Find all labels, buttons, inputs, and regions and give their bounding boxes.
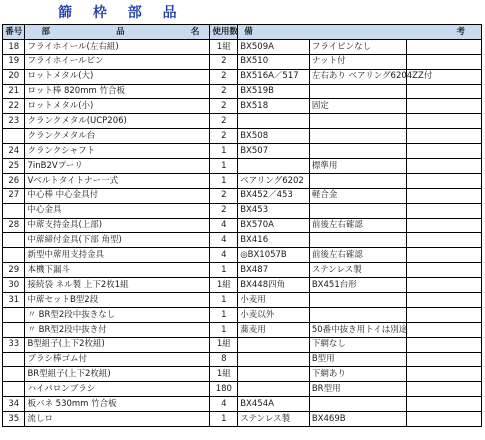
- row-number: 18: [3, 39, 25, 54]
- row-remark-code: BX416: [238, 233, 310, 248]
- table-row: [3, 248, 482, 263]
- table-row: [3, 322, 482, 337]
- row-quantity: 2: [210, 54, 238, 69]
- row-remark-note: 下網なし: [309, 337, 406, 352]
- row-part-name: クランクシャフト: [25, 144, 210, 159]
- row-part-name: 7inB2Vプーリ: [25, 159, 210, 174]
- row-remark-note: [309, 114, 406, 129]
- table-row: [3, 69, 482, 84]
- row-number: 28: [3, 218, 25, 233]
- row-quantity: 2: [210, 99, 238, 114]
- row-remark-note: [309, 173, 406, 188]
- row-quantity: 2: [210, 84, 238, 99]
- row-remark-extra: [407, 173, 482, 188]
- row-remark-code: BX452／453: [238, 188, 310, 203]
- row-remark-extra: [407, 54, 482, 69]
- table-row: [3, 397, 482, 412]
- row-remark-note: BX469B: [309, 412, 406, 427]
- row-part-name: 中蓆支持金具(上部): [25, 218, 210, 233]
- row-remark-note: [309, 233, 406, 248]
- table-row: [3, 412, 482, 427]
- row-number: 25: [3, 159, 25, 174]
- row-number: 30: [3, 278, 25, 293]
- row-number: [3, 233, 25, 248]
- row-remark-note: [309, 84, 406, 99]
- row-remark-note: [309, 203, 406, 218]
- row-remark-extra: [407, 188, 482, 203]
- row-number: 31: [3, 293, 25, 308]
- row-remark-code: ◎BX1057B: [238, 248, 310, 263]
- table-row: [3, 352, 482, 367]
- row-number: [3, 352, 25, 367]
- row-number: 21: [3, 84, 25, 99]
- row-part-name: Vベルトタイトナー一式: [25, 173, 210, 188]
- row-quantity: 4: [210, 397, 238, 412]
- header-remarks: [238, 25, 482, 40]
- parts-table: [2, 24, 482, 427]
- row-remark-note: 軽合金: [309, 188, 406, 203]
- row-remark-extra: [407, 382, 482, 397]
- page-title: 篩 枠 部 品: [58, 5, 185, 21]
- row-number: 26: [3, 173, 25, 188]
- row-remark-code: ベアリング6202: [238, 173, 310, 188]
- header-part-name-char: 名: [190, 26, 200, 37]
- row-remark-extra: [407, 99, 482, 114]
- row-remark-extra: [407, 397, 482, 412]
- row-part-name: ロットメタル(小): [25, 99, 210, 114]
- header-remarks-char: 考: [456, 26, 465, 37]
- row-remark-note: ステンレス製: [309, 263, 406, 278]
- table-row: [3, 293, 482, 308]
- table-row: [3, 54, 482, 69]
- table-row: [3, 159, 482, 174]
- row-quantity: 1: [210, 412, 238, 427]
- table-row: [3, 203, 482, 218]
- row-remark-note: 左右あり ベアリング6204ZZ付: [309, 69, 406, 84]
- row-remark-extra: [407, 84, 482, 99]
- row-number: 20: [3, 69, 25, 84]
- row-remark-extra: [407, 218, 482, 233]
- row-remark-extra: [407, 337, 482, 352]
- row-remark-extra: [407, 278, 482, 293]
- table-row: [3, 99, 482, 114]
- row-remark-code: BX448四角: [238, 278, 310, 293]
- row-remark-note: 前後左右確認: [309, 218, 406, 233]
- row-remark-extra: [407, 293, 482, 308]
- row-remark-code: [238, 159, 310, 174]
- row-number: 29: [3, 263, 25, 278]
- header-quantity: 使用数: [210, 25, 238, 40]
- row-quantity: 2: [210, 129, 238, 144]
- row-number: 33: [3, 337, 25, 352]
- row-remark-note: 下網あり: [309, 367, 406, 382]
- row-part-name: ブラシ棒ゴム付: [25, 352, 210, 367]
- table-row: [3, 233, 482, 248]
- row-number: 34: [3, 397, 25, 412]
- row-remark-extra: [407, 39, 482, 54]
- row-remark-code: BX453: [238, 203, 310, 218]
- row-remark-note: [309, 397, 406, 412]
- table-row: [3, 307, 482, 322]
- row-remark-code: BX454A: [238, 397, 310, 412]
- row-number: [3, 307, 25, 322]
- row-part-name: ロット棒 820mm 竹合板: [25, 84, 210, 99]
- header-part-name-char: 部: [41, 26, 50, 37]
- row-part-name: 〃 BR型2段中抜きなし: [25, 307, 210, 322]
- row-remark-extra: [407, 144, 482, 159]
- row-part-name: B型組子(上下2枚組): [25, 337, 210, 352]
- table-row: [3, 188, 482, 203]
- row-remark-code: [238, 382, 310, 397]
- header-part-name-char: 品: [116, 26, 125, 37]
- row-remark-code: BX510: [238, 54, 310, 69]
- row-part-name: 板バネ 530mm 竹合板: [25, 397, 210, 412]
- table-header-row: [3, 25, 482, 40]
- row-part-name: 中心棒 中心金具付: [25, 188, 210, 203]
- row-remark-code: BX507: [238, 144, 310, 159]
- row-part-name: 新型中蓆用支持金具: [25, 248, 210, 263]
- row-remark-extra: [407, 352, 482, 367]
- row-quantity: 1組: [210, 278, 238, 293]
- row-quantity: 2: [210, 69, 238, 84]
- row-part-name: 接続袋 ネル製 上下2枚1組: [25, 278, 210, 293]
- row-quantity: 4: [210, 218, 238, 233]
- row-quantity: 8: [210, 352, 238, 367]
- row-quantity: 4: [210, 248, 238, 263]
- header-number: 番号: [3, 25, 25, 40]
- row-remark-extra: [407, 114, 482, 129]
- row-remark-code: [238, 337, 310, 352]
- row-number: [3, 367, 25, 382]
- row-remark-extra: [407, 412, 482, 427]
- row-part-name: 流しロ: [25, 412, 210, 427]
- row-remark-code: [238, 367, 310, 382]
- row-remark-extra: [407, 367, 482, 382]
- row-remark-note: 固定: [309, 99, 406, 114]
- row-remark-extra: [407, 307, 482, 322]
- row-remark-note: [309, 144, 406, 159]
- row-quantity: 1組: [210, 367, 238, 382]
- row-remark-code: 小麦以外: [238, 307, 310, 322]
- table-row: [3, 84, 482, 99]
- row-number: 23: [3, 114, 25, 129]
- row-quantity: 1: [210, 173, 238, 188]
- row-remark-extra: [407, 203, 482, 218]
- row-part-name: 本機下漏斗: [25, 263, 210, 278]
- row-remark-note: フライピンなし: [309, 39, 406, 54]
- row-remark-extra: [407, 248, 482, 263]
- table-row: [3, 173, 482, 188]
- row-remark-code: ステンレス製: [238, 412, 310, 427]
- row-number: [3, 382, 25, 397]
- row-remark-extra: [407, 233, 482, 248]
- table-row: [3, 39, 482, 54]
- row-remark-note: [309, 307, 406, 322]
- row-part-name: 中蓆セットB型2段: [25, 293, 210, 308]
- row-remark-extra: [407, 322, 482, 337]
- header-remarks-char: 備: [244, 26, 253, 37]
- row-number: 22: [3, 99, 25, 114]
- row-quantity: 2: [210, 203, 238, 218]
- row-part-name: BR型組子(上下2枚組): [25, 367, 210, 382]
- row-remark-note: ナット付: [309, 54, 406, 69]
- row-remark-extra: [407, 263, 482, 278]
- row-remark-note: B型用: [309, 352, 406, 367]
- row-quantity: 2: [210, 188, 238, 203]
- table-row: [3, 129, 482, 144]
- row-quantity: 1組: [210, 337, 238, 352]
- row-remark-note: BR型用: [309, 382, 406, 397]
- row-remark-code: [238, 114, 310, 129]
- row-quantity: 1: [210, 144, 238, 159]
- row-remark-note: [309, 129, 406, 144]
- row-remark-code: BX509A: [238, 39, 310, 54]
- row-part-name: フライホイールピン: [25, 54, 210, 69]
- row-number: 27: [3, 188, 25, 203]
- row-remark-code: BX518: [238, 99, 310, 114]
- header-part-name: [25, 25, 210, 40]
- row-part-name: 中心金具: [25, 203, 210, 218]
- row-remark-note: 標準用: [309, 159, 406, 174]
- row-part-name: ロットメタル(大): [25, 69, 210, 84]
- row-number: [3, 322, 25, 337]
- row-number: [3, 203, 25, 218]
- row-part-name: クランクメタル(UCP206): [25, 114, 210, 129]
- row-quantity: 180: [210, 382, 238, 397]
- row-quantity: 1: [210, 263, 238, 278]
- row-part-name: フライホイール(左右組): [25, 39, 210, 54]
- row-quantity: 1: [210, 293, 238, 308]
- row-quantity: 1: [210, 322, 238, 337]
- table-row: [3, 382, 482, 397]
- row-remark-note: 前後左右確認: [309, 248, 406, 263]
- table-row: [3, 278, 482, 293]
- row-part-name: 中蓆締付金具(下部 角型): [25, 233, 210, 248]
- table-row: [3, 337, 482, 352]
- row-remark-note: 50番中抜き用トイは別途: [309, 322, 406, 337]
- row-remark-extra: [407, 159, 482, 174]
- row-remark-note: BX451台形: [309, 278, 406, 293]
- row-remark-note: [309, 293, 406, 308]
- table-row: [3, 144, 482, 159]
- row-number: 24: [3, 144, 25, 159]
- row-remark-code: [238, 352, 310, 367]
- row-remark-extra: [407, 129, 482, 144]
- row-number: [3, 248, 25, 263]
- row-remark-code: BX487: [238, 263, 310, 278]
- row-remark-code: 蕎麦用: [238, 322, 310, 337]
- row-remark-code: BX570A: [238, 218, 310, 233]
- row-part-name: クランクメタル台: [25, 129, 210, 144]
- row-quantity: 4: [210, 233, 238, 248]
- row-remark-code: BX519B: [238, 84, 310, 99]
- row-part-name: 〃 BR型2段中抜き付: [25, 322, 210, 337]
- table-row: [3, 367, 482, 382]
- row-number: 19: [3, 54, 25, 69]
- row-number: 35: [3, 412, 25, 427]
- row-quantity: 2: [210, 114, 238, 129]
- row-remark-code: 小麦用: [238, 293, 310, 308]
- row-number: [3, 129, 25, 144]
- row-quantity: 1: [210, 159, 238, 174]
- table-row: [3, 218, 482, 233]
- row-part-name: ハイパロンブラシ: [25, 382, 210, 397]
- row-quantity: 1組: [210, 39, 238, 54]
- row-remark-code: BX516A／517: [238, 69, 310, 84]
- table-row: [3, 114, 482, 129]
- table-row: [3, 263, 482, 278]
- row-quantity: 1: [210, 307, 238, 322]
- row-remark-code: BX508: [238, 129, 310, 144]
